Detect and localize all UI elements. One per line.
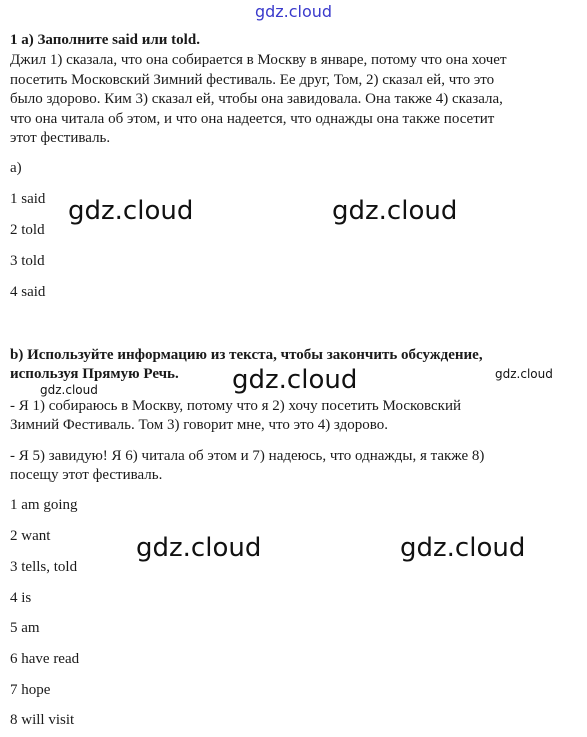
answer-b-4: 4 is xyxy=(10,590,32,606)
answer-b-6: 6 have read xyxy=(10,651,80,667)
answer-b-2: 2 want xyxy=(10,528,51,544)
paragraph-line: было здорово. Ким 3) сказал ей, чтобы она завидовала. Она также 4) сказала, xyxy=(10,91,503,107)
dialogue-1 xyxy=(10,397,461,435)
answer-b-5: 5 am xyxy=(10,620,40,636)
heading-line: используя Прямую Речь. xyxy=(10,366,179,382)
answer-a-4: 4 said xyxy=(10,284,46,300)
task-a-paragraph xyxy=(10,51,507,149)
watermark: gdz.cloud xyxy=(40,383,98,397)
watermark: gdz.cloud xyxy=(232,365,358,395)
dialogue-line: Зимний Фестиваль. Том 3) говорит мне, что это 4) здорово. xyxy=(10,417,388,433)
answer-a-2: 2 told xyxy=(10,222,45,238)
answer-b-8: 8 will visit xyxy=(10,712,75,728)
paragraph-line: Джил 1) сказала, что она собирается в Москву в январе, потому что она хочет xyxy=(10,52,507,68)
answer-a-1: 1 said xyxy=(10,191,46,207)
paragraph-line: этот фестиваль. xyxy=(10,130,111,146)
watermark: gdz.cloud xyxy=(332,196,458,226)
paragraph-line: посетить Московский Зимний фестиваль. Ее друг, Том, 2) сказал ей, что это xyxy=(10,71,495,88)
answer-b-7: 7 hope xyxy=(10,682,51,698)
dialogue-2 xyxy=(10,447,484,485)
task-a-heading: 1 a) Заполните said или told. xyxy=(10,32,200,48)
watermark: gdz.cloud xyxy=(68,196,194,226)
answer-b-3: 3 tells, told xyxy=(10,559,78,575)
dialogue-line: посещу этот фестиваль. xyxy=(10,467,163,483)
answer-a-3: 3 told xyxy=(10,253,45,269)
task-a-label: a) xyxy=(10,160,22,176)
heading-line: b) Используйте информацию из текста, чтобы закончить обсуждение, xyxy=(10,347,483,363)
watermark: gdz.cloud xyxy=(400,533,526,563)
paragraph-line: что она читала об этом, и что она надеется, что однажды она также посетит xyxy=(10,110,495,127)
watermark: gdz.cloud xyxy=(495,367,553,381)
answer-b-1: 1 am going xyxy=(10,497,78,513)
watermark: gdz.cloud xyxy=(136,533,262,563)
header-watermark: gdz.cloud xyxy=(254,2,333,21)
dialogue-line: - Я 5) завидую! Я 6) читала об этом и 7) надеюсь, что однажды, я также 8) xyxy=(10,448,485,464)
dialogue-line: - Я 1) собираюсь в Москву, потому что я 2) хочу посетить Московский xyxy=(10,398,462,414)
